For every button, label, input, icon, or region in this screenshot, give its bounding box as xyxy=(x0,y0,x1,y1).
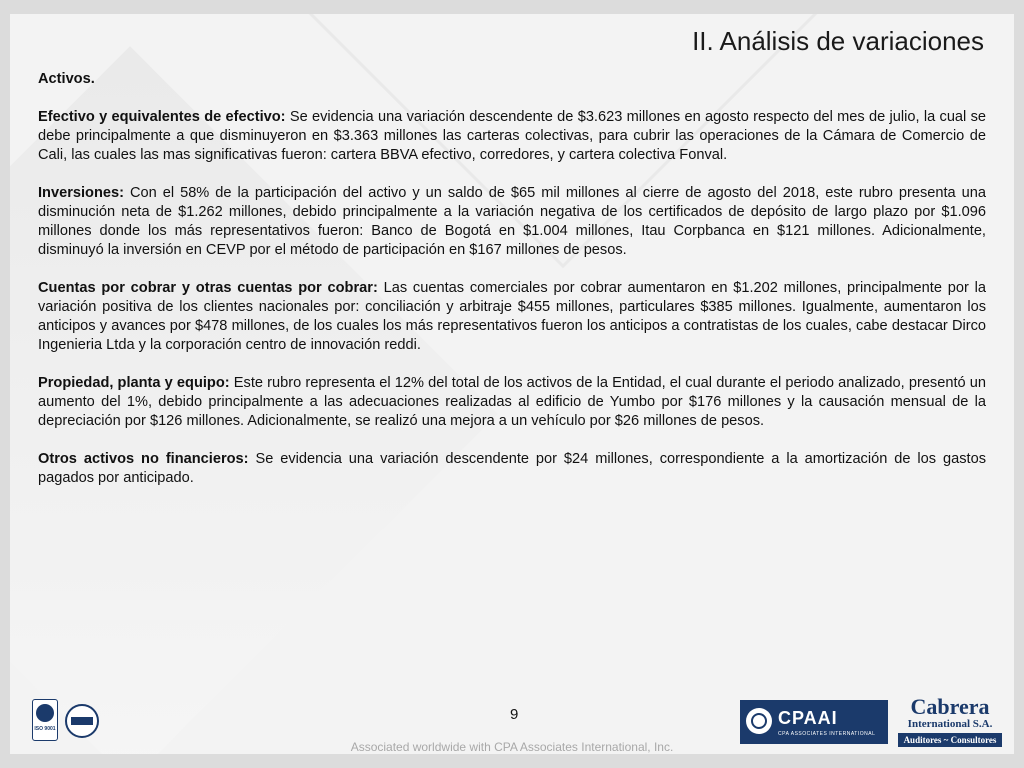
cpaai-logo xyxy=(740,700,888,744)
paragraph-inversiones xyxy=(38,184,986,260)
cabrera-name: Cabrera xyxy=(910,694,990,719)
icontec-certification-logo xyxy=(65,704,99,738)
paragraph-efectivo xyxy=(38,108,986,165)
paragraph-text: Se evidencia una variación descendente por $24 millones, correspondiente a la amortización de los gastos pagados por anticipado. xyxy=(38,451,986,486)
paragraph-cuentas-por-cobrar xyxy=(38,279,986,355)
iso-cert-text: ISO 9001 xyxy=(34,726,56,732)
paragraph-propiedad xyxy=(38,374,986,431)
paragraph-text: Se evidencia una variación descendente de $3.623 millones en agosto respecto del mes de julio, la cual se debe principalmente a que disminuyeron en $3.363 millones las carteras colectivas, para cubrir las operaciones de la Cámara de Comercio de Cali, las cuales las mas significativas fueron: cartera BBVA efectivo, corredores, y cartera colectiva Fonval. xyxy=(38,109,987,163)
section-heading: Activos. xyxy=(38,71,95,87)
cabrera-company: International S.A. xyxy=(907,718,993,730)
paragraph-text: Este rubro representa el 12% del total de los activos de la Entidad, el cual durante el periodo analizado, presentó un aumento del 1%, debido principalmente a las adecuaciones realizadas al edificio de Yumbo por $176 millones y la causación mensual de la depreciación por $126 millones. Adicionalmente, se realizó una mejora a un vehículo por $26 millones de pesos. xyxy=(38,375,987,429)
paragraph-text: Las cuentas comerciales por cobrar aumentaron en $1.202 millones, principalmente por la variación positiva de los clientes nacionales por: conciliación y arbitraje $455 millones, particulares $385 millones. Igualmente, aumentaron los anticipos y avances por $478 millones, de los cuales los más representativos fueron los anticipos a contratistas de los cuales, cabe destacar Dirco Ingenieria Ltda y la corporación centro de innovación reddi. xyxy=(38,280,986,353)
paragraph-label: Propiedad, planta y equipo: xyxy=(38,375,230,391)
paragraph-text: Con el 58% de la participación del activo y un saldo de $65 mil millones al cierre de agosto del 2018, este rubro presenta una disminución neta de $1.262 millones, debido principalmente a la variación negativa de los certificados de depósito de largo plazo por $1.096 millones donde los más representativos fueron: Banco de Bogotá en $1.004 millones, Itau Corpbanca en $121 millones. Adicionalmente, disminuyó la inversión en CEVP por el método de participación en $167 millones de pesos. xyxy=(38,185,986,258)
iso-certification-logo xyxy=(32,699,58,741)
cabrera-tagline: Auditores ~ Consultores xyxy=(898,733,1002,747)
paragraph-otros-activos xyxy=(38,450,986,488)
paragraph-label: Cuentas por cobrar y otras cuentas por cobrar: xyxy=(38,280,378,296)
slide-content xyxy=(38,70,986,507)
paragraph-label: Inversiones: xyxy=(38,185,124,201)
certification-seal-icon xyxy=(36,704,54,722)
cpaai-subtitle: CPA ASSOCIATES INTERNATIONAL xyxy=(778,731,876,737)
cpaai-name: CPAAI xyxy=(778,708,838,728)
slide-title: II. Análisis de variaciones xyxy=(692,26,984,56)
footer-association-text: Associated worldwide with CPA Associates International, Inc. xyxy=(350,740,674,754)
slide xyxy=(10,14,1014,754)
certification-band-icon xyxy=(71,717,93,725)
paragraph-label: Otros activos no financieros: xyxy=(38,451,249,467)
page-number: 9 xyxy=(510,706,519,723)
globe-icon xyxy=(746,708,772,734)
paragraph-label: Efectivo y equivalentes de efectivo: xyxy=(38,109,286,125)
